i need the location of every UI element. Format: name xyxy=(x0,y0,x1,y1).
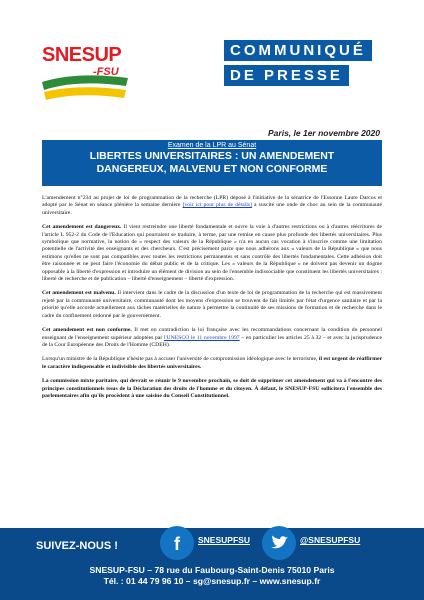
paragraph-dangerous-text: Il vient restreindre une liberté fondamentale et ouvre la voie à d'autres restrictions ou à d'autres réécritures de l'article L 952-2 du Code de l'Education qui pourraient se traduire, à terme, par une remise en cause plus profonde des libertés universitaires. Plus symbolique que normative, la notion de « respect des valeurs de la République » n'a en aucun cas vocation à s'inscrire comme une limitation potentielle de l'activité des enseignants et des chercheurs. C'est précisément parce que nous adhérons aux « valeurs de la République » que nous estimons qu'elles ne sont pas compatibles avec toutes les restrictions permanentes et sans contrôle des libertés fondamentales. Cette adhésion doit être raisonnée et ne peut faire l'économie du débat public et de la critique. Les « valeurs de la République » ne doivent pas devenir un dogme opposable à la liberté d'expression et introduire un élément de division au sein de l'ensemble indissociable que constituent les libertés universitaires : liberté de recherche et de publication – liberté d'enseignement – liberté d'expression. xyxy=(42,224,382,283)
unesco-link[interactable]: l'UNESCO le 11 novembre 1997 xyxy=(163,334,240,341)
paragraph-nonconforming-end: – en particulier les articles 25 à 32 – et avec la jurisprudence de la Cour Européenne des Droits de l'Homme (CDEH). xyxy=(42,334,382,348)
paragraph-nonconforming xyxy=(42,327,382,349)
paragraph-intro xyxy=(42,195,382,217)
brand-sub: -FSU xyxy=(93,66,119,78)
paragraph-urgent-text: Lorsqu'un ministre de la République n'hésite pas à accuser l'université de compromission idéologique avec le terrorisme, xyxy=(42,356,319,363)
banner-title-line-1: LIBERTES UNIVERSITAIRES : UN AMENDEMENT xyxy=(89,150,335,162)
paragraph-urgent-bold: il est urgent de réaffirmer le caractère indispensable et indivisible des libertés universitaires. xyxy=(42,356,383,370)
details-link[interactable]: [voir ici pour plus de détails] xyxy=(182,202,252,209)
press-release-title xyxy=(224,40,374,90)
facebook-handle[interactable]: SNESUPFSU xyxy=(198,535,250,545)
contact-line xyxy=(0,576,424,587)
paragraph-conclusion-bold: La commission mixte paritaire, qui devrait se réunir le 9 novembre prochain, se doit de supprimer cet amendement qui va à l'encontre des principes constitutionnels issus de la Déclaration des droits de l'homme et du citoyen. À défaut, le SNESUP-FSU sollicitera l'ensemble des parlementaires afin qu'ils procèdent à une saisine du Conseil Constitutionnel. xyxy=(42,378,382,399)
twitter-handle[interactable]: @SNESUPFSU xyxy=(300,535,361,545)
paragraph-unwelcome-lead: Cet amendement est malvenu. xyxy=(42,290,116,297)
twitter-bird-icon xyxy=(262,526,296,560)
contact-block xyxy=(0,565,424,587)
paragraph-urgent xyxy=(42,356,382,371)
banner-title-line-2: DANGEREUX, MALVENU ET NON CONFORME xyxy=(96,163,328,175)
website-link[interactable]: www.snesup.fr xyxy=(259,576,321,586)
paragraph-dangerous xyxy=(42,224,382,283)
press-line-1: COMMUNIQUÉ xyxy=(224,40,372,61)
paragraph-intro-end: a suscité une onde de choc au sein de la communauté universitaire. xyxy=(42,202,382,216)
release-date: Paris, le 1er novembre 2020 xyxy=(268,128,380,138)
headline-banner xyxy=(42,140,382,186)
paragraph-intro-text: L'amendement n°234 au projet de loi de programmation de la recherche (LPR) déposé à l'initiative de la sénatrice de l'Essonne Laure Darcos et adopté par le Sénat en séance plénière la semaine dernière xyxy=(42,195,382,209)
press-release-body xyxy=(42,195,382,407)
facebook-icon[interactable]: f xyxy=(160,526,194,560)
phone-number: Tél. : 01 44 79 96 10 – xyxy=(103,576,193,586)
twitter-icon[interactable] xyxy=(262,526,296,560)
banner-kicker: Examen de la LPR au Sénat xyxy=(167,142,257,149)
paragraph-conclusion xyxy=(42,378,382,400)
contact-separator: – xyxy=(250,576,260,586)
brand-name: SNESUP xyxy=(42,44,122,66)
paragraph-unwelcome-text: Il intervient dans le cadre de la discussion d'un texte de loi de programmation de la recherche qui est massivement rejeté par la communauté universitaire, communauté dont les moyens d'expression se trouvent de fait limités par l'état d'urgence sanitaire et par la priorité qu'elle accorde actuellement aux tâches matérielles de nature à permettre la continuité de ses missions de formation et de recherche dans le cadre du confinement ordonné par le gouvernement. xyxy=(42,290,382,319)
press-line-2: DE PRESSE xyxy=(224,65,349,86)
paragraph-dangerous-lead: Cet amendement est dangereux. xyxy=(42,224,122,231)
email-link[interactable]: sg@snesup.fr xyxy=(192,576,251,586)
paragraph-nonconforming-text: Il met en contradiction la loi française avec les recommandations concernant la condition du personnel enseignant de l'enseignement supérieur adoptées par xyxy=(42,327,382,341)
paragraph-nonconforming-lead: Cet amendement est non conforme. xyxy=(42,327,132,334)
paragraph-unwelcome xyxy=(42,290,382,320)
postal-address: SNESUP-FSU – 78 rue du Faubourg-Saint-Denis 75010 Paris xyxy=(89,565,335,575)
follow-us-label: SUIVEZ-NOUS ! xyxy=(36,540,118,552)
